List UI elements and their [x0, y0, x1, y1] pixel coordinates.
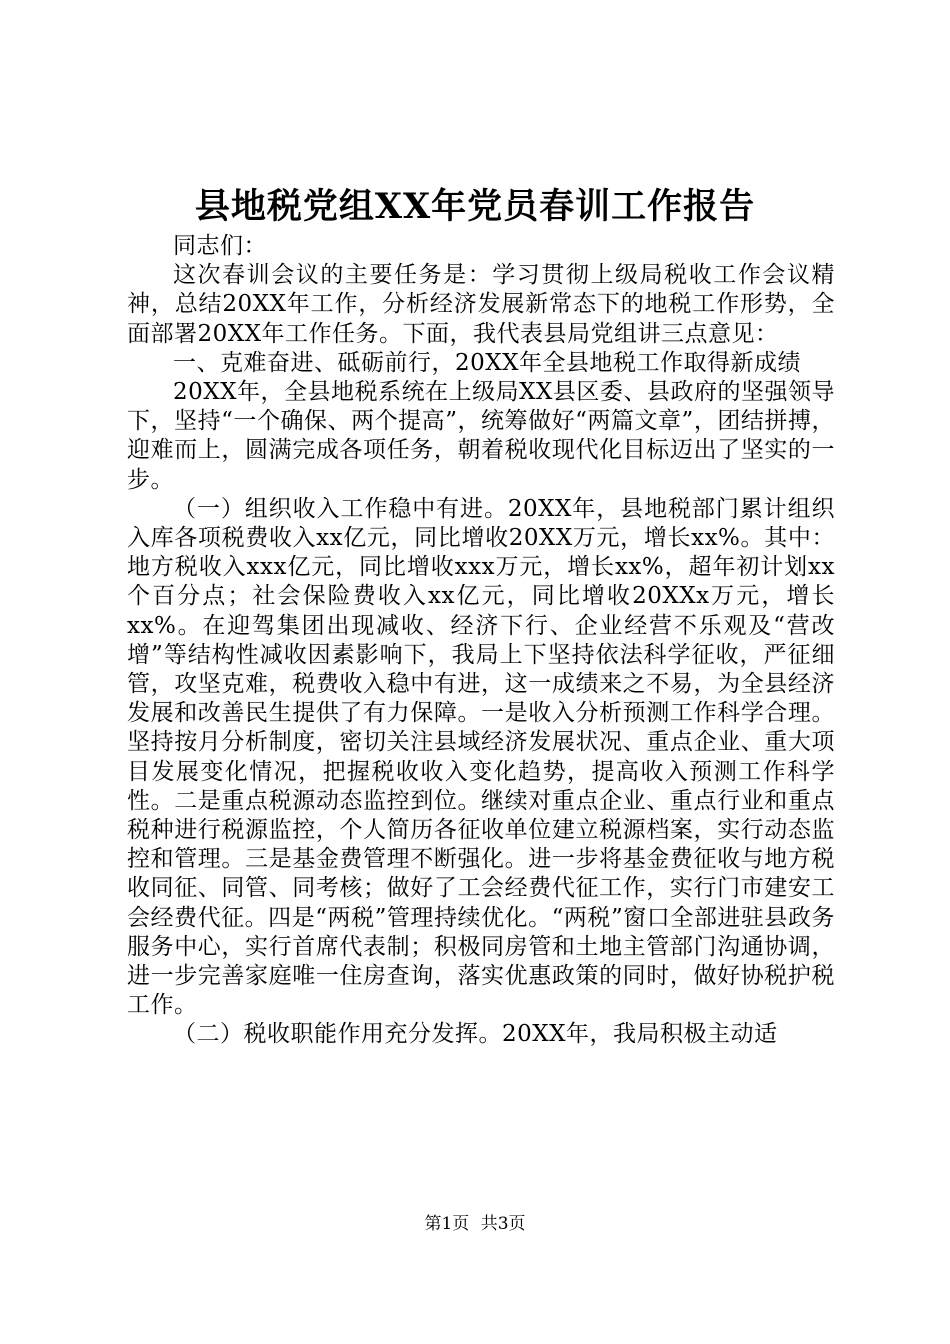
- document-body: [127, 232, 835, 1050]
- section-heading-1: 一、克难奋进、砥砺前行，20XX年全县地税工作取得新成绩: [173, 349, 802, 376]
- paragraph-tax-function: （二）税收职能作用充分发挥。20XX年，我局积极主动适: [173, 1021, 778, 1048]
- paragraph-summary: 20XX年，全县地税系统在上级局XX县区委、县政府的坚强领导下，坚持“一个确保、两个提高”，统筹做好“两篇文章”，团结拼搏，迎难而上，圆满完成各项任务，朝着税收现代化目标迈出了坚实的一步。: [127, 379, 835, 493]
- document-title: 县地税党组XX年党员春训工作报告: [194, 186, 756, 227]
- paragraph-intro: 这次春训会议的主要任务是：学习贯彻上级局税收工作会议精神，总结20XX年工作，分析经济发展新常态下的地税工作形势，全面部署20XX年工作任务。下面，我代表县局党组讲三点意见：: [127, 262, 835, 347]
- paragraph-salutation: 同志们：: [173, 233, 267, 259]
- page-total: 共3页: [480, 1214, 526, 1234]
- page-footer: [0, 1212, 950, 1236]
- paragraph-revenue: （一）组织收入工作稳中有进。20XX年，县地税部门累计组织入库各项税费收入xx亿元，同比增收20XX万元，增长xx%。其中：地方税收入xxx亿元，同比增收xxx万元，增长xx%，超年初计划xx个百分点；社会保险费收入xx亿元，同比增收20XXx万元，增长xx%。在迎驾集团出现减收、经济下行、企业经营不乐观及“营改增”等结构性减收因素影响下，我局上下坚持依法科学征收，严征细管，攻坚克难，税费收入稳中有进，这一成绩来之不易，为全县经济发展和改善民生提供了有力保障。一是收入分析预测工作科学合理。坚持按月分析制度，密切关注县域经济发展状况、重点企业、重大项目发展变化情况，把握税收收入变化趋势，提高收入预测工作科学性。二是重点税源动态监控到位。继续对重点企业、重点行业和重点税种进行税源监控，个人简历各征收单位建立税源档案，实行动态监控和管理。三是基金费管理不断强化。进一步将基金费征收与地方税收同征、同管、同考核；做好了工会经费代征工作，实行门市建安工会经费代征。四是“两税”管理持续优化。“两税”窗口全部进驻县政务服务中心，实行首席代表制；积极同房管和土地主管部门沟通协调，进一步完善家庭唯一住房查询，落实优惠政策的同时，做好协税护税工作。: [127, 495, 835, 1019]
- page-number: 第1页: [424, 1214, 470, 1234]
